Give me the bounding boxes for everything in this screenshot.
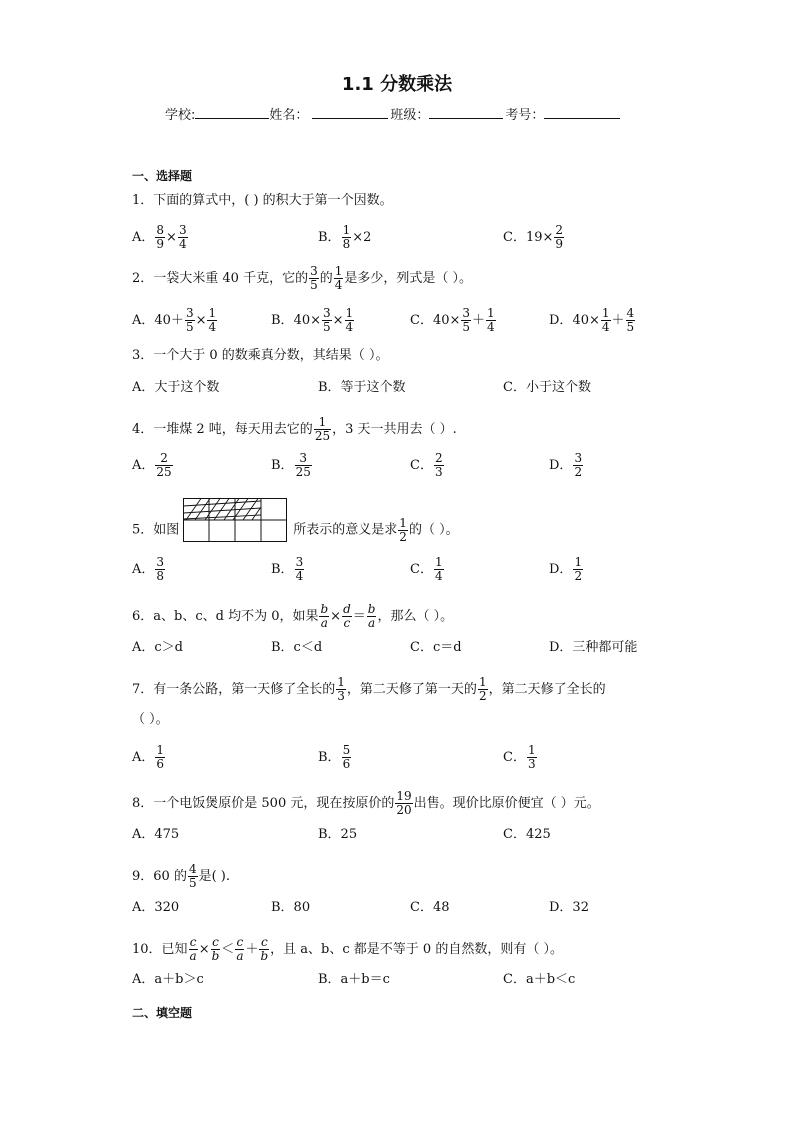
question-7-stem: 7．有一条公路，第一天修了全长的 $\frac{1}{3}$ ，第二天修了第一天的 $\frac{1}{2}$ ，第二天修了全长的 bbox=[132, 675, 606, 703]
number-field[interactable] bbox=[544, 106, 620, 119]
fraction: $\frac{3}{8}$ bbox=[156, 555, 165, 583]
hatched-grid-icon bbox=[183, 498, 287, 542]
q3-option-a[interactable]: A．大于这个数 bbox=[132, 380, 220, 395]
question-3-stem: 3．一个大于 0 的数乘真分数，其结果（ ）。 bbox=[132, 348, 389, 363]
fraction: $\frac{1}{4}$ bbox=[434, 555, 443, 583]
question-4-stem: 4．一堆煤 2 吨，每天用去它的 $\frac{1}{25}$ ，3 天一共用去（ ）. bbox=[132, 415, 457, 443]
fraction: $\frac{1}{4}$ bbox=[345, 306, 354, 334]
fraction: $\frac{4}{5}$ bbox=[188, 862, 197, 890]
q5-option-d[interactable]: D． $\frac{1}{2}$ bbox=[549, 555, 583, 583]
fraction: $\frac{3}{5}$ bbox=[323, 306, 331, 334]
q1-option-b[interactable]: B． $\frac{1}{8}$ ×2 bbox=[318, 223, 372, 251]
page-title: 1.1 分数乘法 bbox=[341, 74, 453, 95]
fraction: $\frac{3}{4}$ bbox=[178, 223, 187, 251]
question-5-stem: 5．如图 所表示的意义是求 $\frac{1}{2}$ 的（ ）。 bbox=[132, 498, 459, 562]
fraction: $\frac{1}{4}$ bbox=[487, 306, 495, 334]
fraction: $\frac{19}{20}$ bbox=[396, 789, 412, 817]
section-heading-choice: 一、选择题 bbox=[132, 169, 193, 183]
fraction: $\frac{2}{9}$ bbox=[555, 223, 564, 251]
fraction: $\frac{1}{4}$ bbox=[208, 306, 217, 334]
fraction: $\frac{1}{2}$ bbox=[574, 555, 583, 583]
question-7-stem-cont: （ ）。 bbox=[132, 712, 169, 727]
fraction: $\frac{2}{25}$ bbox=[156, 451, 172, 479]
fraction: $\frac{1}{4}$ bbox=[601, 306, 610, 334]
q4-option-a[interactable]: A． $\frac{2}{25}$ bbox=[132, 451, 172, 479]
fraction: $\frac{3}{5}$ bbox=[462, 306, 471, 334]
q7-option-a[interactable]: A． $\frac{1}{6}$ bbox=[132, 743, 165, 771]
q3-option-b[interactable]: B．等于这个数 bbox=[318, 380, 406, 395]
q4-option-d[interactable]: D． $\frac{3}{2}$ bbox=[549, 451, 583, 479]
question-8-stem: 8．一个电饭煲原价是 500 元，现在按原价的 $\frac{19}{20}$ 出售。现价比原价便宜（ ）元。 bbox=[132, 789, 600, 817]
fraction: $\frac{1}{2}$ bbox=[399, 515, 407, 544]
fraction: $\frac{1}{3}$ bbox=[337, 675, 345, 703]
q10-option-c[interactable]: C．a＋b＜c bbox=[503, 972, 576, 987]
question-1-stem: 1．下面的算式中，( ) 的积大于第一个因数。 bbox=[132, 193, 393, 208]
question-10-stem: 10．已知 $\frac{c}{a}$ × $\frac{c}{b}$ ＜ $\frac{c}{a}$ ＋ $\frac{c}{b}$ ，且 a、b、c 都是不等于 0 的自然数，则有（ ）。 bbox=[132, 935, 563, 963]
q8-option-a[interactable]: A．475 bbox=[132, 827, 180, 842]
fraction: $\frac{c}{a}$ bbox=[189, 935, 197, 963]
q5-option-c[interactable]: C． $\frac{1}{4}$ bbox=[410, 555, 443, 583]
q7-option-c[interactable]: C． $\frac{1}{3}$ bbox=[503, 743, 536, 771]
fraction: $\frac{3}{5}$ bbox=[310, 264, 318, 292]
q10-option-b[interactable]: B．a＋b＝c bbox=[318, 972, 390, 987]
fraction: $\frac{c}{b}$ bbox=[260, 935, 269, 963]
name-label: 姓名： bbox=[269, 108, 309, 123]
q2-option-a[interactable]: A．40＋ $\frac{3}{5}$ × $\frac{1}{4}$ bbox=[132, 306, 217, 334]
fraction-grid-figure bbox=[183, 498, 287, 562]
question-6-stem: 6．a、b、c、d 均不为 0，如果 $\frac{b}{a}$ × $\frac{d}{c}$ ＝ $\frac{b}{a}$ ，那么（ ）。 bbox=[132, 602, 454, 630]
question-9-stem: 9．60 的 $\frac{4}{5}$ 是( ). bbox=[132, 862, 231, 890]
fraction: $\frac{1}{3}$ bbox=[527, 743, 536, 771]
fraction: $\frac{c}{b}$ bbox=[211, 935, 220, 963]
fraction: $\frac{c}{a}$ bbox=[236, 935, 244, 963]
fraction: $\frac{1}{6}$ bbox=[156, 743, 165, 771]
fraction: $\frac{b}{a}$ bbox=[367, 602, 376, 630]
q9-option-d[interactable]: D．32 bbox=[549, 900, 589, 915]
fraction: $\frac{1}{4}$ bbox=[334, 264, 343, 292]
fraction: $\frac{2}{3}$ bbox=[434, 451, 443, 479]
q6-option-b[interactable]: B．c＜d bbox=[271, 640, 323, 655]
fraction: $\frac{5}{6}$ bbox=[342, 743, 351, 771]
class-label: 班级： bbox=[390, 108, 430, 123]
fraction: $\frac{3}{4}$ bbox=[295, 555, 304, 583]
q5-option-a[interactable]: A． $\frac{3}{8}$ bbox=[132, 555, 165, 583]
q4-option-b[interactable]: B． $\frac{3}{25}$ bbox=[271, 451, 311, 479]
q6-option-c[interactable]: C．c＝d bbox=[410, 640, 462, 655]
class-field[interactable] bbox=[429, 106, 503, 119]
fraction: $\frac{4}{5}$ bbox=[626, 306, 635, 334]
number-label: 考号： bbox=[505, 108, 545, 123]
q5-option-b[interactable]: B． $\frac{3}{4}$ bbox=[271, 555, 304, 583]
q1-option-c[interactable]: C．19× $\frac{2}{9}$ bbox=[503, 223, 564, 251]
q2-option-d[interactable]: D．40× $\frac{1}{4}$ ＋ $\frac{4}{5}$ bbox=[549, 306, 635, 334]
fraction: $\frac{3}{2}$ bbox=[574, 451, 583, 479]
question-2-stem: 2．一袋大米重 40 千克，它的 $\frac{3}{5}$ 的 $\frac{1}{4}$ 是多少，列式是（ ）。 bbox=[132, 264, 473, 292]
q9-option-b[interactable]: B．80 bbox=[271, 900, 311, 915]
fraction: $\frac{d}{c}$ bbox=[343, 602, 351, 630]
q2-option-b[interactable]: B．40× $\frac{3}{5}$ × $\frac{1}{4}$ bbox=[271, 306, 354, 334]
q6-option-d[interactable]: D．三种都可能 bbox=[549, 640, 638, 655]
fraction: $\frac{1}{8}$ bbox=[342, 223, 351, 251]
fraction: $\frac{1}{25}$ bbox=[314, 415, 331, 443]
fraction: $\frac{b}{a}$ bbox=[320, 602, 329, 630]
q6-option-a[interactable]: A．c＞d bbox=[132, 640, 183, 655]
q1-option-a[interactable]: A． $\frac{8}{9}$ × $\frac{3}{4}$ bbox=[132, 223, 187, 251]
section-heading-fill: 二、填空题 bbox=[132, 1006, 193, 1020]
fraction: $\frac{3}{25}$ bbox=[295, 451, 311, 479]
q10-option-a[interactable]: A．a＋b＞c bbox=[132, 972, 204, 987]
q3-option-c[interactable]: C．小于这个数 bbox=[503, 380, 591, 395]
student-info-row bbox=[165, 104, 620, 123]
q8-option-c[interactable]: C．425 bbox=[503, 827, 551, 842]
fraction: $\frac{1}{2}$ bbox=[478, 675, 487, 703]
fraction: $\frac{8}{9}$ bbox=[156, 223, 165, 251]
q8-option-b[interactable]: B．25 bbox=[318, 827, 358, 842]
school-field[interactable] bbox=[195, 106, 269, 119]
q2-option-c[interactable]: C．40× $\frac{3}{5}$ ＋ $\frac{1}{4}$ bbox=[410, 306, 495, 334]
name-field[interactable] bbox=[312, 106, 388, 119]
q7-option-b[interactable]: B． $\frac{5}{6}$ bbox=[318, 743, 351, 771]
fraction: $\frac{3}{5}$ bbox=[185, 306, 194, 334]
q9-option-c[interactable]: C．48 bbox=[410, 900, 450, 915]
school-label: 学校: bbox=[165, 108, 196, 123]
q9-option-a[interactable]: A．320 bbox=[132, 900, 180, 915]
q4-option-c[interactable]: C． $\frac{2}{3}$ bbox=[410, 451, 443, 479]
